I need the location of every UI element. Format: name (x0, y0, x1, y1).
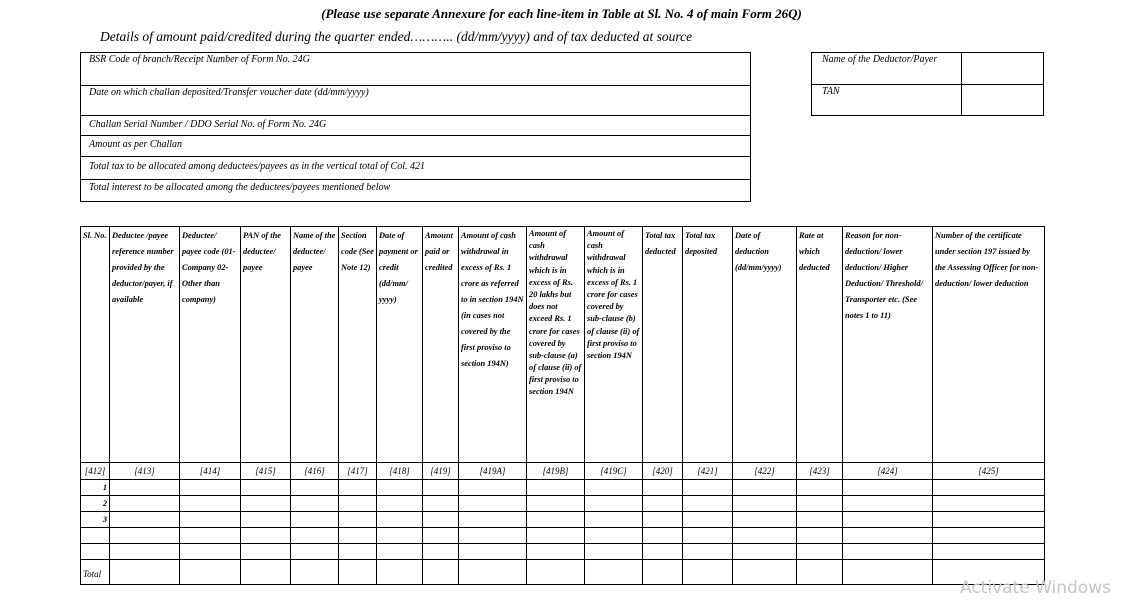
table-cell[interactable] (733, 480, 797, 496)
table-cell[interactable] (459, 512, 527, 528)
tan-field[interactable] (961, 84, 1044, 116)
challan-serial-label: Challan Serial Number / DDO Serial No. of Form No. 24G (89, 119, 327, 130)
col-header-certificate-number: Number of the certificate under section 197 issued by the Assessing Officer for non-deduction/ lower deduction (933, 227, 1045, 463)
challan-date-box (80, 85, 751, 116)
table-cell[interactable] (180, 512, 241, 528)
table-cell[interactable] (110, 480, 180, 496)
table-cell[interactable] (843, 480, 933, 496)
table-row (81, 528, 1045, 544)
table-cell[interactable] (423, 496, 459, 512)
table-cell[interactable] (377, 528, 423, 544)
table-cell[interactable] (797, 480, 843, 496)
table-cell[interactable] (377, 480, 423, 496)
col-header-date-deduction: Date of deduction (dd/mm/yyyy) (733, 227, 797, 463)
col-header-date-payment: Date of payment or credit (dd/mm/ yyyy) (377, 227, 423, 463)
table-cell[interactable] (733, 496, 797, 512)
row-number: 3 (81, 512, 110, 528)
table-cell[interactable] (377, 544, 423, 560)
deductor-name-field[interactable] (961, 52, 1044, 85)
challan-bsr-label: BSR Code of branch/Receipt Number of Form No. 24G (89, 54, 310, 65)
tan-box (811, 84, 962, 116)
table-cell[interactable] (843, 528, 933, 544)
table-row (81, 496, 1045, 512)
table-cell[interactable] (585, 544, 643, 560)
challan-serial-box (80, 115, 751, 136)
total-tax-label: Total tax to be allocated among deductees/payees as in the vertical total of Col. 421 (89, 161, 425, 172)
column-code: [414] (180, 463, 241, 480)
column-code: [419B] (527, 463, 585, 480)
table-cell[interactable] (339, 512, 377, 528)
annexure-title: (Please use separate Annexure for each line-item in Table at Sl. No. 4 of main Form 26Q) (321, 6, 802, 21)
table-cell[interactable] (377, 512, 423, 528)
table-cell[interactable] (527, 544, 585, 560)
deductee-table (80, 226, 1045, 585)
table-cell[interactable] (241, 528, 291, 544)
table-cell[interactable] (291, 528, 339, 544)
col-header-reason: Reason for non-deduction/ lower deduction/ Higher Deduction/ Threshold/ Transporter etc. (See notes 1 to 11) (843, 227, 933, 463)
table-cell[interactable] (843, 496, 933, 512)
table-cell[interactable] (933, 496, 1045, 512)
column-code: [419] (423, 463, 459, 480)
table-cell[interactable] (527, 480, 585, 496)
col-header-name: Name of the deductee/ payee (291, 227, 339, 463)
table-row (81, 512, 1045, 528)
challan-bsr-box (80, 52, 751, 86)
table-cell[interactable] (110, 544, 180, 560)
table-cell[interactable] (180, 496, 241, 512)
table-cell[interactable] (733, 544, 797, 560)
table-cell[interactable] (180, 560, 241, 585)
table-cell[interactable] (377, 560, 423, 585)
table-cell[interactable] (643, 560, 683, 585)
table-cell[interactable] (585, 512, 643, 528)
table-cell[interactable] (733, 560, 797, 585)
table-cell[interactable] (585, 496, 643, 512)
table-cell[interactable] (291, 480, 339, 496)
table-cell[interactable] (110, 560, 180, 585)
table-cell[interactable] (527, 528, 585, 544)
col-header-section-code: Section code (See Note 12) (339, 227, 377, 463)
col-header-deductee-code: Deductee/ payee code (01-Company 02-Other than company) (180, 227, 241, 463)
table-cell[interactable] (291, 496, 339, 512)
row-number: 1 (81, 480, 110, 496)
column-code: [422] (733, 463, 797, 480)
column-code: [416] (291, 463, 339, 480)
table-cell[interactable] (733, 512, 797, 528)
table-cell[interactable] (585, 528, 643, 544)
column-code: [420] (643, 463, 683, 480)
table-cell[interactable] (585, 560, 643, 585)
table-cell[interactable] (423, 512, 459, 528)
table-cell[interactable] (423, 560, 459, 585)
row-number: 2 (81, 496, 110, 512)
table-cell[interactable] (423, 480, 459, 496)
challan-amount-box (80, 135, 751, 157)
table-cell[interactable] (843, 544, 933, 560)
column-code: [413] (110, 463, 180, 480)
total-interest-label: Total interest to be allocated among the deductees/payees mentioned below (89, 182, 391, 193)
table-cell[interactable] (180, 528, 241, 544)
table-cell[interactable] (527, 512, 585, 528)
table-header-row (81, 227, 1045, 463)
table-cell[interactable] (933, 480, 1045, 496)
table-cell[interactable] (377, 496, 423, 512)
row-number (81, 528, 110, 544)
col-header-cash-withdrawal-419b: Amount of cash withdrawal which is in excess of Rs. 20 lakhs but does not exceed Rs. 1 crore for cases covered by sub-clause (a) of clause (ii) of first proviso to section 194N (527, 227, 585, 463)
table-cell[interactable] (241, 544, 291, 560)
column-code: [419C] (585, 463, 643, 480)
table-cell[interactable] (423, 528, 459, 544)
column-code: [421] (683, 463, 733, 480)
table-cell[interactable] (643, 480, 683, 496)
column-code: [412] (81, 463, 110, 480)
col-header-total-tax-deducted: Total tax deducted (643, 227, 683, 463)
table-cell[interactable] (683, 512, 733, 528)
total-label: Total (81, 560, 110, 585)
table-cell[interactable] (797, 528, 843, 544)
table-cell[interactable] (339, 544, 377, 560)
col-header-total-tax-deposited: Total tax deposited (683, 227, 733, 463)
table-cell[interactable] (339, 496, 377, 512)
column-code: [415] (241, 463, 291, 480)
table-cell[interactable] (797, 496, 843, 512)
table-cell[interactable] (643, 512, 683, 528)
column-code: [418] (377, 463, 423, 480)
col-header-cash-withdrawal-419c: Amount of cash withdrawal which is in excess of Rs. 1 crore for cases covered by sub-clause (b) of clause (ii) of first proviso to section 194N (585, 227, 643, 463)
table-cell[interactable] (643, 544, 683, 560)
table-cell[interactable] (797, 544, 843, 560)
column-code-row (81, 463, 1045, 480)
col-header-pan: PAN of the deductee/ payee (241, 227, 291, 463)
table-cell[interactable] (585, 480, 643, 496)
table-cell[interactable] (459, 528, 527, 544)
table-cell[interactable] (733, 528, 797, 544)
col-header-reference-number: Deductee /payee reference number provided by the deductor/payer, if available (110, 227, 180, 463)
table-cell[interactable] (291, 512, 339, 528)
column-code: [423] (797, 463, 843, 480)
table-cell[interactable] (241, 480, 291, 496)
challan-date-label: Date on which challan deposited/Transfer voucher date (dd/mm/yyyy) (89, 87, 369, 98)
table-row (81, 480, 1045, 496)
table-cell[interactable] (797, 512, 843, 528)
table-cell[interactable] (423, 544, 459, 560)
table-cell[interactable] (843, 560, 933, 585)
table-cell[interactable] (241, 512, 291, 528)
col-header-cash-withdrawal-419a: Amount of cash withdrawal in excess of Rs. 1 crore as referred to in section 194N (in cases not covered by the first proviso to section 194N) (459, 227, 527, 463)
table-cell[interactable] (797, 560, 843, 585)
table-cell[interactable] (110, 496, 180, 512)
total-tax-box (80, 156, 751, 180)
deductor-name-box (811, 52, 962, 85)
table-cell[interactable] (241, 496, 291, 512)
table-cell[interactable] (643, 496, 683, 512)
table-cell[interactable] (339, 528, 377, 544)
table-row (81, 544, 1045, 560)
table-cell[interactable] (459, 560, 527, 585)
col-header-sl-no: Sl. No. (81, 227, 110, 463)
table-cell[interactable] (110, 528, 180, 544)
table-cell[interactable] (339, 480, 377, 496)
table-cell[interactable] (527, 496, 585, 512)
table-cell[interactable] (291, 560, 339, 585)
column-code: [424] (843, 463, 933, 480)
table-cell[interactable] (683, 560, 733, 585)
challan-amount-label: Amount as per Challan (89, 139, 183, 150)
table-cell[interactable] (683, 544, 733, 560)
total-row (81, 560, 1045, 585)
table-cell[interactable] (683, 480, 733, 496)
table-cell[interactable] (933, 544, 1045, 560)
column-code: [425] (933, 463, 1045, 480)
row-number (81, 544, 110, 560)
table-cell[interactable] (933, 512, 1045, 528)
table-cell[interactable] (459, 544, 527, 560)
deductor-name-label: Name of the Deductor/Payer (822, 54, 938, 65)
data-rows (81, 480, 1045, 560)
table-cell[interactable] (643, 528, 683, 544)
column-code: [417] (339, 463, 377, 480)
table-cell[interactable] (180, 480, 241, 496)
table-cell[interactable] (683, 528, 733, 544)
table-cell[interactable] (459, 480, 527, 496)
col-header-rate: Rate at which deducted (797, 227, 843, 463)
table-cell[interactable] (241, 560, 291, 585)
table-cell[interactable] (110, 512, 180, 528)
table-cell[interactable] (180, 544, 241, 560)
table-cell[interactable] (933, 528, 1045, 544)
table-cell[interactable] (339, 560, 377, 585)
table-cell[interactable] (843, 512, 933, 528)
annexure-subtitle: Details of amount paid/credited during the quarter ended……….. (dd/mm/yyyy) and of tax deducted at source (100, 29, 693, 44)
table-cell[interactable] (527, 560, 585, 585)
table-cell[interactable] (683, 496, 733, 512)
table-cell[interactable] (459, 496, 527, 512)
total-interest-box (80, 179, 751, 202)
table-cell[interactable] (291, 544, 339, 560)
column-code: [419A] (459, 463, 527, 480)
col-header-amount-paid: Amount paid or credited (423, 227, 459, 463)
tan-label: TAN (822, 86, 840, 97)
activate-windows-watermark: Activate Windows (960, 578, 1111, 598)
